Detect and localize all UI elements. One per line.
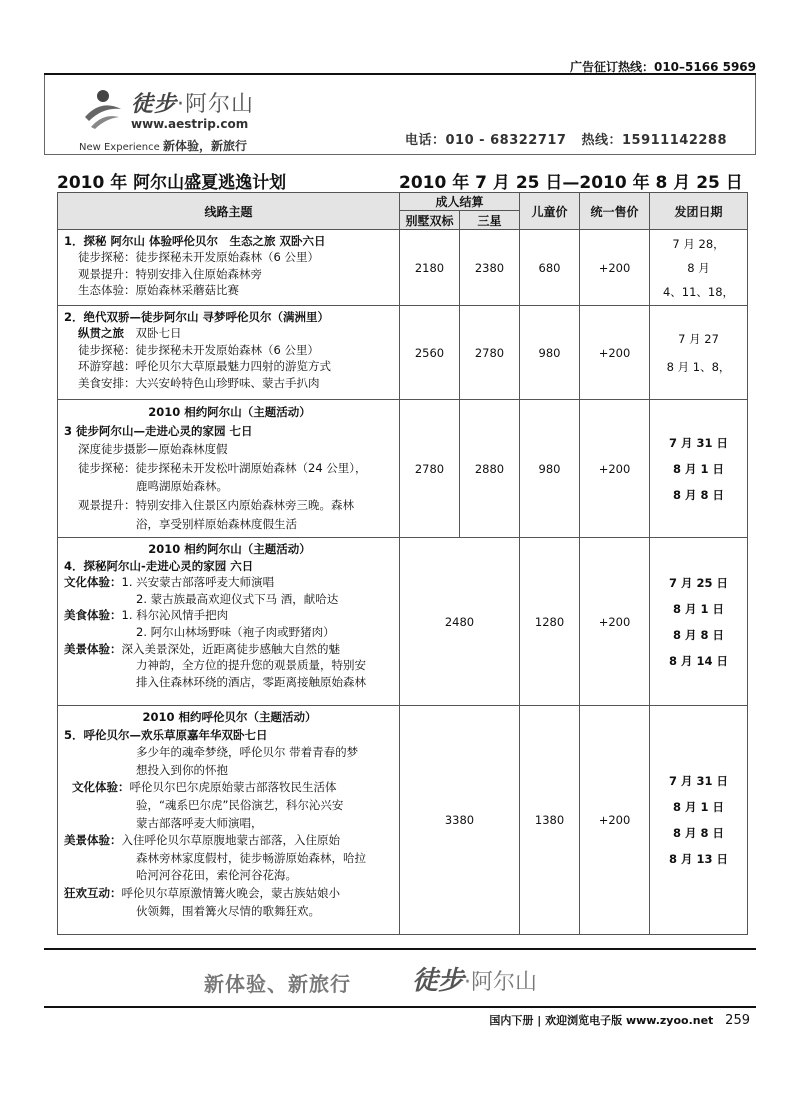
route-line: 呼伦贝尔巴尔虎原始蒙古部落牧民生活体	[129, 780, 337, 795]
route-title: 2．绝代双骄—徒步阿尔山 寻梦呼伦贝尔（满洲里）	[64, 310, 330, 324]
route-line: 1. 科尔沁风情手把肉	[121, 608, 229, 623]
route-title: 4．探秘阿尔山-走进心灵的家园 六日	[64, 558, 254, 573]
route-desc	[58, 400, 400, 538]
price-unified: +200	[580, 306, 650, 400]
footer-logo-place: 阿尔山	[471, 970, 538, 995]
route-line: 徒步探秘：徒步探秘未开发松叶湖原始森林（24 公里），	[78, 460, 367, 475]
slogan-cn: 新体验，新旅行	[162, 139, 247, 153]
price-villa: 2180	[400, 230, 460, 306]
price-child: 680	[520, 230, 580, 306]
route-desc	[58, 538, 400, 706]
route-line: 徒步探秘：徒步探秘未开发原始森林（6 公里）	[78, 342, 319, 357]
route-duration: 双卧七日	[135, 326, 182, 341]
table-row	[58, 400, 748, 538]
slogan	[79, 137, 247, 154]
routes-table	[57, 192, 748, 935]
price-villa: 3380	[400, 706, 520, 935]
price-villa: 2780	[400, 400, 460, 538]
footer-band	[44, 948, 756, 1006]
header-departure: 发团日期	[650, 193, 748, 230]
route-line: 排入住森林环绕的酒店，零距离接触原始森林	[136, 674, 366, 689]
departure-dates	[650, 230, 748, 306]
header-route: 线路主题	[58, 193, 400, 230]
departure-date: 8 月 8 日	[673, 826, 725, 840]
route-line: 美食安排：大兴安岭特色山珍野味、蒙古手扒肉	[78, 375, 320, 390]
header-three-star: 三星	[460, 211, 520, 230]
departure-date: 4、11、18，	[662, 284, 735, 299]
route-line: 多少年的魂牵梦绕，呼伦贝尔 带着青春的梦	[136, 745, 359, 760]
departure-dates	[650, 400, 748, 538]
page-number: 259	[725, 1013, 750, 1028]
table-row	[58, 538, 748, 706]
route-line: 环游穿越：呼伦贝尔大草原最魅力四射的游览方式	[78, 359, 331, 374]
page-footer-rule	[44, 1006, 756, 1008]
section-label: 文化体验：	[72, 780, 130, 795]
hiker-logo-icon	[81, 87, 123, 131]
route-theme: 2010 相约阿尔山（主题活动）	[148, 542, 311, 556]
departure-dates	[650, 538, 748, 706]
contact	[395, 129, 727, 148]
route-line: 验，“魂系巴尔虎”民俗演艺，科尔沁兴安	[136, 797, 344, 812]
route-desc	[58, 230, 400, 306]
table-row	[58, 706, 748, 935]
price-unified: +200	[580, 538, 650, 706]
departure-date: 8 月 13 日	[669, 852, 729, 866]
website[interactable]: www.aestrip.com	[131, 117, 249, 131]
plan-dates: 2010 年 7 月 25 日—2010 年 8 月 25 日	[399, 173, 743, 193]
price-unified: +200	[580, 706, 650, 935]
footer-divider: |	[537, 1014, 542, 1027]
route-title: 3 徒步阿尔山—走进心灵的家园 七日	[64, 423, 253, 438]
price-unified: +200	[580, 230, 650, 306]
departure-date: 8 月 1、8，	[666, 359, 731, 374]
table-row	[58, 306, 748, 400]
price-villa: 2480	[400, 538, 520, 706]
route-line: 力神韵，全方位的提升您的观景质量，特别安	[136, 658, 366, 673]
route-line: 徒步探秘：徒步探秘未开发原始森林（6 公里）	[78, 250, 319, 265]
route-line: 1. 兴安蒙古部落呼麦大师演唱	[121, 575, 275, 590]
header-unified: 统一售价	[580, 193, 650, 230]
route-line: 观景提升：特别安排入住景区内原始森林旁三晚。森林	[78, 497, 354, 512]
departure-date: 8 月 8 日	[673, 627, 725, 642]
footer-slogan: 新体验、新旅行	[204, 972, 351, 996]
footer-logo-name: 徒步	[412, 966, 465, 996]
route-line: 蒙古部落呼麦大师演唱，	[136, 815, 263, 830]
phone: 电话：010 - 68322717	[405, 133, 567, 148]
header-adult: 成人结算	[400, 193, 520, 211]
route-line: 森林旁林家度假村，徒步畅游原始森林，哈拉	[136, 850, 366, 865]
price-villa: 2560	[400, 306, 460, 400]
hotline: 热线：15911142288	[581, 133, 727, 148]
price-child: 980	[520, 400, 580, 538]
departure-date: 8 月 14 日	[669, 653, 729, 668]
route-line: 伙领舞，围着篝火尽情的歌舞狂欢。	[136, 903, 320, 918]
departure-date: 8 月 1 日	[673, 601, 725, 616]
ad-hotline: 广告征订热线：010–5166 5969	[569, 60, 756, 74]
plan-bar	[57, 168, 747, 192]
header-child: 儿童价	[520, 193, 580, 230]
route-line: 鹿鸣湖原始森林。	[136, 479, 228, 494]
route-title: 1．探秘 阿尔山 体验呼伦贝尔 生态之旅 双卧六日	[64, 234, 326, 248]
departure-date: 8 月	[687, 260, 710, 275]
section-label: 狂欢互动：	[64, 885, 122, 900]
section-label: 美景体验：	[64, 641, 122, 656]
route-line: 入住呼伦贝尔草原腹地蒙古部落，入住原始	[121, 833, 340, 848]
logo-place: 阿尔山	[185, 92, 255, 117]
section-label: 美景体验：	[64, 833, 122, 848]
route-line: 深度徒步摄影—原始森林度假	[78, 442, 228, 457]
route-line: 浴，享受别样原始森林度假生活	[136, 516, 297, 531]
plan-title: 2010 年 阿尔山盛夏逃逸计划	[57, 173, 287, 193]
section-label: 文化体验：	[64, 575, 122, 590]
logo-text	[131, 87, 254, 118]
logo-dot: ·	[177, 92, 186, 117]
departure-date: 7 月 31 日	[669, 774, 729, 788]
route-line: 2. 阿尔山林场野味（袍子肉或野猪肉）	[136, 624, 335, 639]
price-three-star: 2780	[460, 306, 520, 400]
section-label: 美食体验：	[64, 608, 122, 623]
departure-date: 7 月 28，	[672, 236, 725, 251]
price-three-star: 2880	[460, 400, 520, 538]
departure-date: 8 月 1 日	[673, 461, 725, 476]
price-unified: +200	[580, 400, 650, 538]
price-child: 1380	[520, 706, 580, 935]
route-desc	[58, 706, 400, 935]
route-line: 哈河河谷花田，索伦河谷花海。	[136, 868, 297, 883]
slogan-en: New Experience	[79, 142, 160, 153]
departure-date: 8 月 1 日	[673, 800, 725, 814]
route-line: 观景提升：特别安排入住原始森林旁	[78, 266, 262, 281]
route-theme: 2010 相约阿尔山（主题活动）	[148, 405, 311, 419]
price-three-star: 2380	[460, 230, 520, 306]
table-row	[58, 230, 748, 306]
logo-name: 徒步	[131, 92, 178, 117]
route-title: 5．呼伦贝尔—欢乐草原嘉年华双卧七日	[64, 727, 268, 742]
header-villa: 别墅双标	[400, 211, 460, 230]
footer-welcome[interactable]: 欢迎浏览电子版 www.zyoo.net	[545, 1014, 714, 1027]
page-footer	[489, 1012, 750, 1028]
price-child: 980	[520, 306, 580, 400]
footer-section: 国内下册	[489, 1014, 534, 1027]
logo	[79, 83, 309, 153]
departure-date: 7 月 25 日	[669, 575, 729, 590]
route-title-cont: 纵贯之旅	[78, 326, 124, 341]
route-desc	[58, 306, 400, 400]
departure-date: 7 月 31 日	[669, 435, 729, 450]
departure-dates	[650, 706, 748, 935]
header-box	[44, 75, 756, 155]
route-line: 2. 蒙古族最高欢迎仪式下马 酒，献哈达	[136, 591, 339, 606]
footer-logo-dot: ·	[464, 970, 472, 995]
footer-logo	[412, 960, 537, 997]
price-child: 1280	[520, 538, 580, 706]
route-line: 想投入到你的怀抱	[136, 762, 228, 777]
route-line: 呼伦贝尔草原激情篝火晚会，蒙古族姑娘小	[121, 885, 340, 900]
departure-date: 7 月 27	[678, 331, 719, 346]
departure-dates	[650, 306, 748, 400]
route-theme: 2010 相约呼伦贝尔（主题活动）	[142, 710, 317, 724]
departure-date: 8 月 8 日	[673, 487, 725, 502]
route-line: 生态体验：原始森林采蘑菇比赛	[78, 283, 239, 298]
route-line: 深入美景深处，近距离徒步感触大自然的魅	[121, 641, 340, 656]
